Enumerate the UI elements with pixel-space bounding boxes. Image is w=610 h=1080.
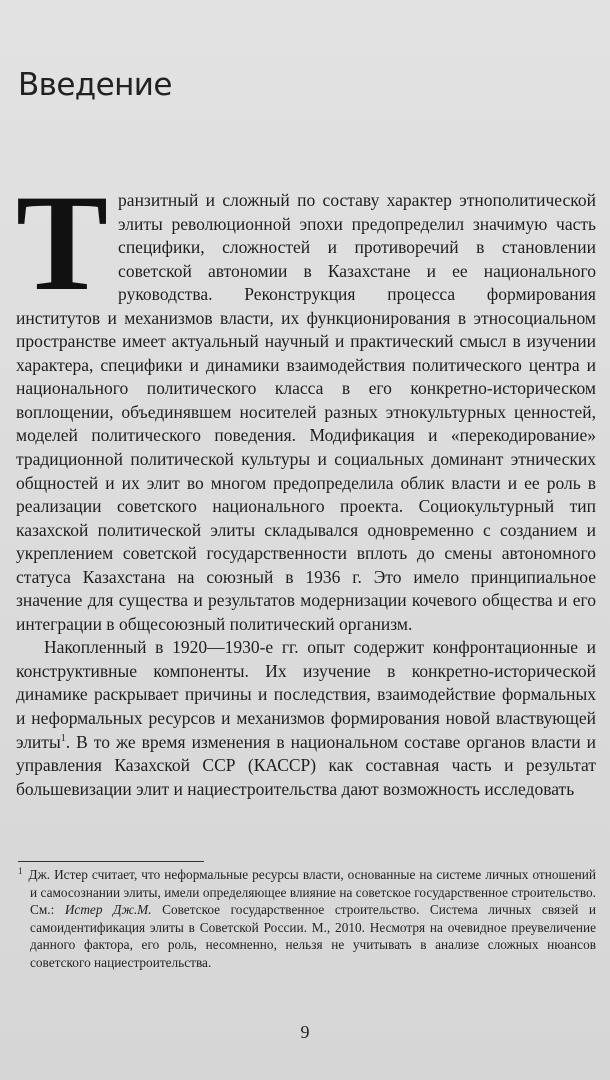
paragraph-2-text-start: Накопленный в 1920—1930-е гг. опыт содержит конфронтационные и конструктивные компоненты. Их изучение в конкретно-исторической динамике раскрывает причины и последствия, взаимодействие формальных и неформальных ресурсов и механизмов формирования новой властвующей элиты xyxy=(16,637,596,752)
footnote-divider xyxy=(18,861,204,862)
footnote-text-start: Дж. Истер считает, что неформальные ресурсы власти, основанные на системе личных отношений и самосознании элиты, имели определяющее влияние на советское государственное строительство. См.: xyxy=(28,867,596,917)
footnote-reference[interactable]: 1 xyxy=(60,732,66,744)
page-number: 9 xyxy=(300,1022,310,1042)
footnote-number: 1 xyxy=(18,865,23,876)
paragraph-2-text-end: . В то же время изменения в национальном составе органов власти и управления Казахской ССР (КАССР) как составная часть и результат большевизации элит и нациестроительства дают возможность исследовать xyxy=(16,731,596,799)
paragraph-2 xyxy=(16,636,596,801)
section-heading: Введение xyxy=(18,67,172,103)
drop-cap: Т xyxy=(16,166,109,319)
paragraph-1-text: ранзитный и сложный по составу характер этнополитической элиты революционной эпохи предопределил значимую часть специфики, сложностей и противоречий в становлении советской автономии в Казахстане и ее национального руководства. Реконструкция процесса формирования институтов и механизмов власти, их функционирования в этносоциальном пространстве имеет актуальный научный и практический смысл в изучении характера, специфики и динамики взаимодействия политического центра и национального политического класса в его конкретно-историческом воплощении, объединявшем носителей разных этнокультурных ценностей, моделей политического поведения. Модификация и «перекодирование» традиционной политической культуры и социальных доминант этнических общностей и их элит во многом предопределила облик власти и ее роль в реализации советского национального проекта. Социокультурный тип казахской политической элиты складывался одновременно с созданием и укреплением советской государственности вплоть до смены автономного статуса Казахстана на союзный в 1936 г. Это имело принципиальное значение для существа и результатов модернизации кочевого общества и его интеграции в общесоюзный политический организм. xyxy=(16,190,596,634)
footnote-author: Истер Дж.М. xyxy=(64,902,152,917)
main-text xyxy=(16,166,596,801)
paragraph-1 xyxy=(16,166,596,636)
footnote-text-end: Советское государственное строительство. Система личных связей и самоидентификация элиты в Советской России. М., 2010. Несмотря на очевидное преувеличение данного фактора, его роль, несомненно, нельзя не учитывать в анализе сложных нюансов советского нациестроительства. xyxy=(30,902,596,970)
footnote xyxy=(18,866,596,971)
